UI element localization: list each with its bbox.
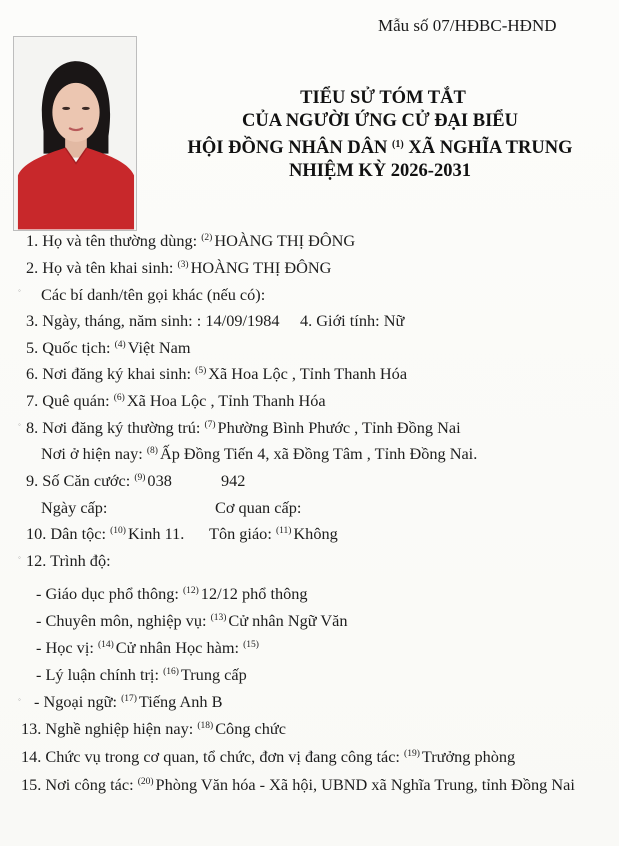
field-label: 13. Nghề nghiệp hiện nay: [21,719,194,738]
field-value: Phường Bình Phước , Tỉnh Đồng Nai [217,418,461,437]
footnote-ref: (10) [110,526,126,536]
field-value: Cử nhân Học hàm: [115,638,240,657]
footnote-ref: (9) [134,473,146,483]
footnote-ref: (4) [114,340,126,350]
field-gender [300,311,404,331]
field-birth-registration [26,364,407,384]
field-value: 14/09/1984 [205,311,280,330]
title-commune: XÃ NGHĨA TRUNG [408,138,573,158]
field-label: 12. Trình độ: [26,551,111,570]
field-occupation [21,719,286,739]
field-label: - Lý luận chính trị: [36,665,159,684]
scan-mark: ◦ [18,553,21,562]
footnote-ref: (3) [177,260,189,270]
field-position [21,747,515,767]
footnote-ref: (14) [97,640,114,650]
field-label: 1. Họ và tên thường dùng: [26,231,198,250]
field-label: 10. Dân tộc: [26,524,107,543]
field-academic-degree [36,638,261,658]
footnote-ref: (20) [137,777,154,787]
field-label: - Chuyên môn, nghiệp vụ: [36,611,207,630]
field-value: Phòng Văn hóa - Xã hội, UBND xã Nghĩa Trung, tỉnh Đồng Nai [155,775,575,794]
field-label: 9. Số Căn cước: [26,471,131,490]
field-label: Ngày cấp: [41,498,108,517]
title-line-4: NHIỆM KỲ 2026-2031 [289,161,471,181]
field-value: HOÀNG THỊ ĐÔNG [190,258,332,277]
field-value: Công chức [215,719,286,738]
footnote-ref: (5) [195,366,207,376]
field-religion [209,524,338,544]
field-label: 15. Nơi công tác: [21,775,134,794]
field-label: 7. Quê quán: [26,391,110,410]
footnote-ref: (1) [392,139,404,150]
field-aliases [41,285,265,305]
field-value: Cử nhân Ngữ Văn [228,611,348,630]
field-hometown [26,391,326,411]
footnote-ref: (13) [210,613,227,623]
field-value: Kinh 11. [127,524,185,543]
field-value: Xã Hoa Lộc , Tỉnh Thanh Hóa [208,364,408,383]
field-label: 6. Nơi đăng ký khai sinh: [26,364,192,383]
title-council: HỘI ĐỒNG NHÂN DÂN [187,138,388,158]
footnote-ref: (8) [146,446,158,456]
field-common-name [26,231,355,251]
id-number-end: 942 [221,471,246,490]
field-workplace [21,775,575,795]
form-code: Mẫu số 07/HĐBC-HĐND [378,16,557,35]
footnote-ref: (6) [113,393,125,403]
field-value: Xã Hoa Lộc , Tỉnh Thanh Hóa [126,391,326,410]
field-value: 12/12 phổ thông [200,584,308,603]
field-value: Nữ [383,311,405,330]
scan-mark: ◦ [18,286,21,295]
field-issuer [215,498,301,518]
footnote-ref: (2) [201,233,213,243]
footnote-ref: (19) [404,749,420,759]
field-label: Nơi ở hiện nay: [41,444,143,463]
field-issue-date [41,498,107,518]
field-permanent-residence [26,418,461,438]
field-value: Trưởng phòng [421,747,516,766]
document-title [140,87,619,183]
field-id-number [26,471,172,491]
field-value: Việt Nam [127,338,191,357]
field-label: 4. Giới tính: [300,311,380,330]
field-nationality [26,338,191,358]
field-qualifications [26,551,111,571]
field-value: Ấp Đồng Tiến 4, xã Đồng Tâm , Tỉnh Đồng Nai. [159,444,478,463]
title-line-2: CỦA NGƯỜI ỨNG CỬ ĐẠI BIỂU [242,111,518,131]
field-date-of-birth [26,311,280,331]
field-professional-training [36,611,348,631]
field-label: 14. Chức vụ trong cơ quan, tổ chức, đơn vị đang công tác: [21,747,400,766]
field-current-residence [41,444,477,464]
footnote-ref: (7) [204,420,216,430]
field-label: Tôn giáo: [209,524,272,543]
field-value: Trung cấp [180,665,247,684]
field-label: 2. Họ và tên khai sinh: [26,258,174,277]
field-label: Các bí danh/tên gọi khác (nếu có): [41,285,266,304]
field-value: Tiếng Anh B [138,692,223,711]
field-label: 3. Ngày, tháng, năm sinh: : [26,311,202,330]
field-label: - Học vị: [36,638,94,657]
footnote-ref: (15) [243,640,259,650]
footnote-ref: (17) [121,694,137,704]
footnote-ref: (16) [163,667,179,677]
portrait-image [14,37,136,230]
field-label: Cơ quan cấp: [215,498,302,517]
field-general-education [36,584,308,604]
id-number-start: 038 [147,471,172,490]
field-birth-name [26,258,331,278]
field-value: Không [293,524,338,543]
title-line-1: TIỂU SỬ TÓM TẮT [300,88,466,108]
title-line-3 [140,133,619,160]
field-political-theory [36,665,247,685]
scan-mark: ◦ [18,695,21,704]
field-value: HOÀNG THỊ ĐÔNG [214,231,356,250]
footnote-ref: (12) [182,586,199,596]
field-label: 8. Nơi đăng ký thường trú: [26,418,201,437]
scan-mark: ◦ [18,420,21,429]
field-label: 5. Quốc tịch: [26,338,111,357]
footnote-ref: (11) [275,526,292,536]
candidate-photo [13,36,137,231]
field-label: - Giáo dục phổ thông: [36,584,179,603]
field-ethnicity [26,524,184,544]
footnote-ref: (18) [197,721,214,731]
field-label: - Ngoại ngữ: [34,692,117,711]
field-foreign-language [34,692,222,712]
